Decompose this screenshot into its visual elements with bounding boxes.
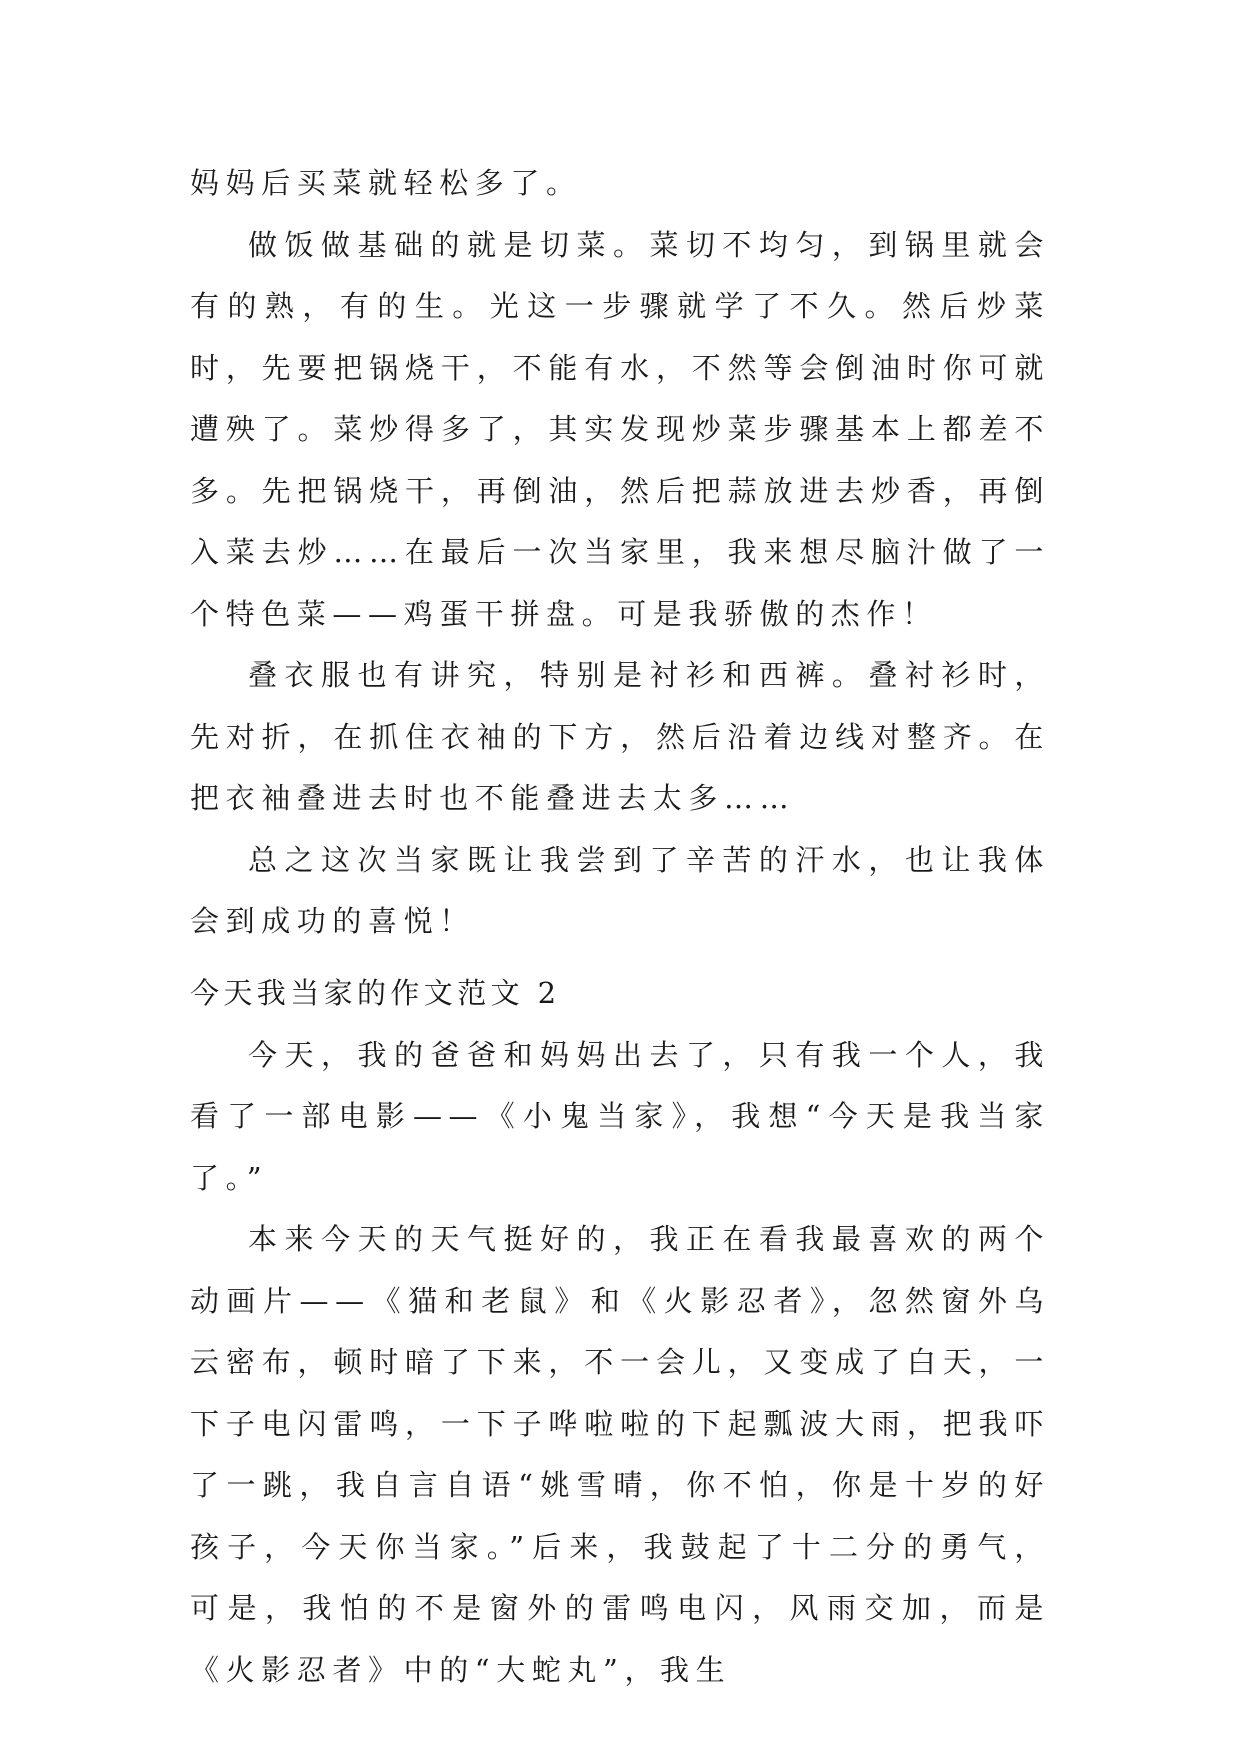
section-heading: 今天我当家的作文范文 2: [190, 976, 561, 1010]
continued-paragraph: 妈妈后买菜就轻松多了。: [190, 166, 582, 200]
paragraph-folding-clothes: 叠衣服也有讲究，特别是衬衫和西裤。叠衬衫时，先对折，在抓住衣袖的下方，然后沿着边线对整齐。在把衣袖叠进去时也不能叠进去太多……: [190, 658, 1050, 815]
paragraph-conclusion: 总之这次当家既让我尝到了辛苦的汗水，也让我体会到成功的喜悦！: [190, 842, 1050, 938]
essay-part-2: [190, 963, 1050, 1701]
paragraph-storm: 本来今天的天气挺好的，我正在看我最喜欢的两个动画片——《猫和老鼠》和《火影忍者》，忽然窗外乌云密布，顿时暗了下来，不一会儿，又变成了白天，一下子电闪雷鸣，一下子哗啦啦的下起瓢波大雨，把我吓了一跳，我自言自语“姚雪晴，你不怕，你是十岁的好孩子，今天你当家。”后来，我鼓起了十二分的勇气，可是，我怕的不是窗外的雷鸣电闪，风雨交加，而是《火影忍者》中的“大蛇丸”，我生: [190, 1222, 1050, 1687]
paragraph-movie: 今天，我的爸爸和妈妈出去了，只有我一个人，我看了一部电影——《小鬼当家》，我想“今天是我当家了。”: [190, 1037, 1050, 1195]
paragraph-cooking: 做饭做基础的就是切菜。菜切不均匀，到锅里就会有的熟，有的生。光这一步骤就学了不久。然后炒菜时，先要把锅烧干，不能有水，不然等会倒油时你可就遭殃了。菜炒得多了，其实发现炒菜步骤基本上都差不多。先把锅烧干，再倒油，然后把蒜放进去炒香，再倒入菜去炒……在最后一次当家里，我来想尽脑汁做了一个特色菜——鸡蛋干拼盘。可是我骄傲的杰作！: [190, 227, 1050, 631]
essay-part-1: [190, 153, 1050, 953]
